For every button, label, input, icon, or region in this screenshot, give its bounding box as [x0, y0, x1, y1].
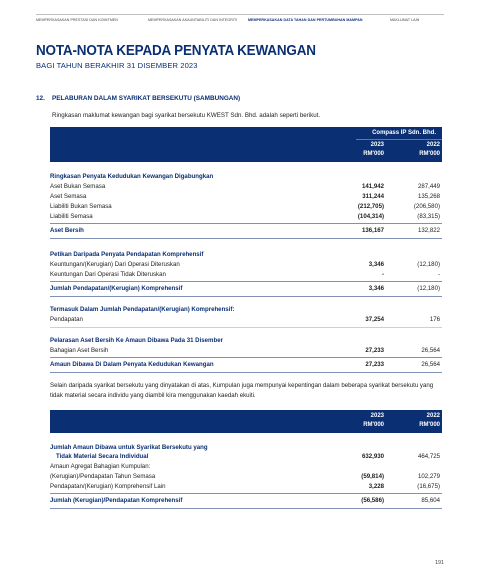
table-row: [50, 337, 442, 345]
row-value-2022: (12,180): [417, 285, 440, 292]
row-label: Amaun Dibawa Di Dalam Penyata Kedudukan Kewangan: [50, 361, 214, 368]
row-value-2023: -: [381, 271, 384, 278]
row-value-2023: 37,254: [365, 316, 384, 323]
table-row-total: [50, 227, 442, 235]
table-row: [50, 213, 442, 221]
row-label: Keuntungan/(Kerugian) Dari Operasi Diteruskan: [50, 261, 180, 268]
row-value-2023: 27,233: [365, 347, 384, 354]
row-label: Termasuk Dalam Jumlah Pendapatan/(Kerugian) Komprehensif:: [50, 306, 235, 313]
row-value-2023: 3,228: [368, 483, 384, 490]
table-row-total: [50, 361, 442, 369]
row-label: Liabiliti Semasa: [50, 213, 93, 220]
row-value-2022: (206,580): [413, 203, 440, 210]
page-title: NOTA-NOTA KEPADA PENYATA KEWANGAN: [36, 43, 316, 59]
table2-unit1: RM'000: [363, 422, 384, 428]
row-label: Tidak Material Secara Individual: [56, 453, 149, 460]
table2-year1: 2023: [370, 413, 384, 419]
section-heading: [36, 95, 240, 102]
table-row: [50, 483, 442, 491]
row-value-2022: 132,822: [417, 227, 440, 234]
table1-year1: 2023: [370, 142, 384, 148]
row-value-2023: (56,586): [361, 497, 384, 504]
table1-company: Compass IP Sdn. Bhd.: [372, 130, 436, 136]
row-value-2023: (59,814): [361, 473, 384, 480]
row-value-2022: 135,268: [417, 193, 440, 200]
row-value-2022: 26,564: [421, 361, 440, 368]
table-row: [50, 173, 442, 181]
table-row: [50, 463, 442, 471]
row-label: Jumlah Amaun Dibawa untuk Syarikat Bersekutu yang: [50, 444, 208, 451]
row-label: Pelarasan Aset Bersih Ke Amaun Dibawa Pada 31 Disember: [50, 337, 223, 344]
nav-item-akauntabiliti[interactable]: MEMPERKASAKAN AKAUNTABILITI DAN INTEGRITI: [148, 18, 238, 22]
nav-item-pertumbuhan[interactable]: MEMPERKASAKAN DATA TAHAN DAN PERTUMBUHAN MAMPAN: [248, 18, 363, 22]
row-divider: [50, 508, 442, 509]
row-label: Ringkasan Penyata Kedudukan Kewangan Digabungkan: [50, 173, 214, 180]
row-value-2022: 176: [429, 316, 440, 323]
table-row: [50, 453, 442, 461]
row-label: Pendapatan/(Kerugian) Komprehensif Lain: [50, 483, 166, 490]
row-value-2023: 632,930: [361, 453, 384, 460]
row-label: Pendapatan: [50, 316, 83, 323]
row-value-2023: 141,942: [361, 183, 384, 190]
row-divider: [50, 372, 442, 373]
table-row: [50, 444, 442, 452]
table-row: [50, 347, 442, 355]
row-label: Bahagian Aset Bersih: [50, 347, 109, 354]
table2-header: [50, 410, 442, 433]
row-divider: [50, 296, 442, 297]
row-value-2022: 26,564: [421, 347, 440, 354]
row-value-2023: 3,346: [368, 285, 384, 292]
row-label: (Kerugian)/Pendapatan Tahun Semasa: [50, 473, 156, 480]
row-value-2022: (16,675): [417, 483, 440, 490]
row-label: Keuntungan Dari Operasi Tidak Diteruskan: [50, 271, 166, 278]
table2-year2: 2022: [426, 413, 440, 419]
table-row: [50, 193, 442, 201]
row-value-2023: 311,244: [362, 193, 384, 200]
table-row: [50, 261, 442, 269]
row-label: Jumlah Pendapatan/(Kerugian) Komprehensif: [50, 285, 183, 292]
table-row: [50, 316, 442, 324]
row-label: Aset Bersih: [50, 227, 84, 234]
table-row-total: [50, 285, 442, 293]
row-label: Petikan Daripada Penyata Pendapatan Komprehensif: [50, 251, 204, 258]
nav-item-prestasi[interactable]: MEMPERKASAKAN PRESTASI DAN KOMITMEN: [36, 18, 118, 22]
table-row-total: [50, 497, 442, 505]
row-value-2023: 3,346: [368, 261, 384, 268]
table2-unit2: RM'000: [419, 422, 440, 428]
row-value-2022: 464,725: [417, 453, 440, 460]
page-number: 191: [435, 560, 444, 566]
table-row: [50, 473, 442, 481]
row-label: Aset Bukan Semasa: [50, 183, 106, 190]
row-value-2023: (212,705): [357, 203, 384, 210]
row-divider: [50, 327, 442, 328]
section-number: 12.: [36, 95, 45, 102]
table1-year2: 2022: [426, 142, 440, 148]
nav-item-maklumat-lain[interactable]: MAKLUMAT LAIN: [390, 18, 420, 22]
section-title: PELABURAN DALAM SYARIKAT BERSEKUTU (SAMBUNGAN): [52, 95, 241, 102]
table-row: [50, 203, 442, 211]
top-navigation: [36, 14, 444, 28]
table1-unit1: RM'000: [363, 151, 384, 157]
row-value-2022: 287,449: [417, 183, 440, 190]
table-row: [50, 183, 442, 191]
table-row: [50, 251, 442, 259]
page-subtitle: BAGI TAHUN BERAKHIR 31 DISEMBER 2023: [36, 61, 198, 70]
row-value-2022: 102,279: [417, 473, 440, 480]
row-value-2023: 136,167: [361, 227, 384, 234]
row-label: Liabiliti Bukan Semasa: [50, 203, 112, 210]
row-label: Aset Semasa: [50, 193, 87, 200]
table1-header-divider: [356, 139, 442, 140]
row-label: Jumlah (Kerugian)/Pendapatan Komprehensif: [50, 497, 183, 504]
row-divider: [50, 357, 442, 358]
row-label: Amaun Agregat Bahagian Kumpulan:: [50, 463, 151, 470]
row-value-2022: 85,604: [421, 497, 440, 504]
table1-header: [50, 127, 442, 162]
table1-unit2: RM'000: [419, 151, 440, 157]
row-value-2022: (12,180): [417, 261, 440, 268]
row-divider: [50, 493, 442, 494]
body-paragraph: Selain daripada syarikat bersekutu yang dinyatakan di atas, Kumpulan juga mempunyai kepentingan dalam beberapa syarikat bersekutu yang tidak material secara individu yang diambil kira menggunakan kaedah ekuiti.: [50, 382, 434, 399]
row-divider: [50, 238, 442, 239]
row-value-2023: 27,233: [365, 361, 384, 368]
table-row: [50, 306, 442, 314]
row-divider: [50, 281, 442, 282]
row-divider: [50, 223, 442, 224]
table-row: [50, 271, 442, 279]
row-value-2022: (83,315): [417, 213, 440, 220]
row-value-2023: (104,314): [357, 213, 384, 220]
top-rule: [36, 14, 444, 15]
row-value-2022: -: [437, 271, 440, 278]
intro-text: Ringkasan maklumat kewangan bagi syarikat bersekutu KWEST Sdn. Bhd. adalah seperti berikut.: [52, 112, 321, 119]
